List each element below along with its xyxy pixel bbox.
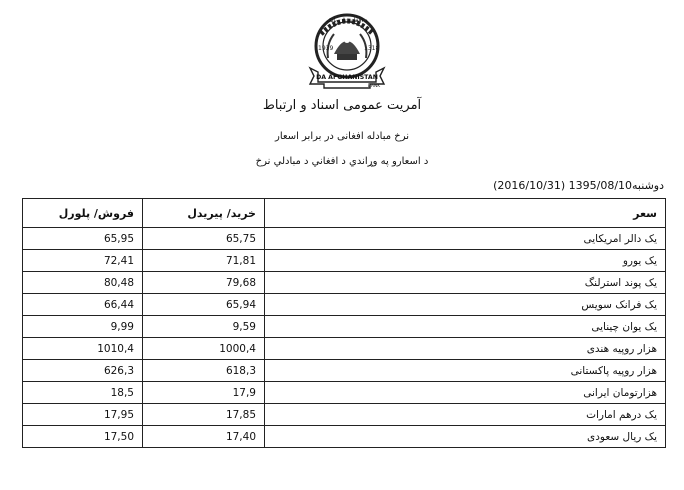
sell-rate-cell: 72,41 [23, 250, 143, 272]
column-header-sell: فروش/ پلورل [23, 199, 143, 228]
currency-cell: یک یورو [265, 250, 666, 272]
buy-rate-cell: 71,81 [143, 250, 265, 272]
currency-cell: یک پوند استرلنگ [265, 272, 666, 294]
currency-cell: یک دالر امریکایی [265, 228, 666, 250]
buy-rate-cell: 618,3 [143, 360, 265, 382]
buy-rate-cell: 17,85 [143, 404, 265, 426]
sell-rate-cell: 9,99 [23, 316, 143, 338]
report-date: دوشنبه1395/08/10 (2016/10/31) [493, 179, 664, 192]
sell-rate-cell: 80,48 [23, 272, 143, 294]
subtitle-dari: نرخ مبادله افغانی در برابر اسعار [275, 131, 409, 142]
currency-cell: هزار روپیه پاکستانی [265, 360, 666, 382]
table-row [23, 228, 666, 250]
sell-rate-cell: 626,3 [23, 360, 143, 382]
buy-rate-cell: 17,9 [143, 382, 265, 404]
currency-cell: یک ریال سعودی [265, 426, 666, 448]
logo-year-right: 1318 [364, 45, 380, 52]
subtitle-pashto: د اسعارو په وړاندي د افغاني د مبادلي نرخ [255, 156, 429, 167]
table-row [23, 382, 666, 404]
table-row [23, 272, 666, 294]
currency-cell: یک یوان چینایی [265, 316, 666, 338]
buy-rate-cell: 17,40 [143, 426, 265, 448]
table-row [23, 316, 666, 338]
table-row [23, 250, 666, 272]
bank-seal-icon [304, 10, 390, 94]
buy-rate-cell: 65,94 [143, 294, 265, 316]
logo-text-english: DA AFGHANISTAN [316, 74, 378, 81]
sell-rate-cell: 65,95 [23, 228, 143, 250]
currency-cell: هزارتومان ایرانی [265, 382, 666, 404]
buy-rate-cell: 79,68 [143, 272, 265, 294]
buy-rate-cell: 65,75 [143, 228, 265, 250]
table-row [23, 426, 666, 448]
sell-rate-cell: 17,95 [23, 404, 143, 426]
sell-rate-cell: 66,44 [23, 294, 143, 316]
table-row [23, 404, 666, 426]
table-row [23, 294, 666, 316]
logo-text-bank: BANK [367, 84, 381, 89]
column-header-currency: سعر [265, 199, 666, 228]
table-header-row [23, 199, 666, 228]
buy-rate-cell: 9,59 [143, 316, 265, 338]
table-row [23, 360, 666, 382]
sell-rate-cell: 1010,4 [23, 338, 143, 360]
sell-rate-cell: 18,5 [23, 382, 143, 404]
column-header-buy: خرید/ پیریدل [143, 199, 265, 228]
currency-cell: یک فرانک سویس [265, 294, 666, 316]
currency-cell: یک درهم امارات [265, 404, 666, 426]
table-row [23, 338, 666, 360]
exchange-rate-table [22, 198, 666, 448]
logo-text-native: د افغانستان بانک [326, 17, 368, 24]
currency-cell: هزار روپیه هندی [265, 338, 666, 360]
bank-logo [304, 10, 390, 94]
buy-rate-cell: 1000,4 [143, 338, 265, 360]
logo-year-left: 1939 [318, 45, 334, 52]
page-title: آمریت عمومی اسناد و ارتباط [262, 98, 422, 113]
sell-rate-cell: 17,50 [23, 426, 143, 448]
